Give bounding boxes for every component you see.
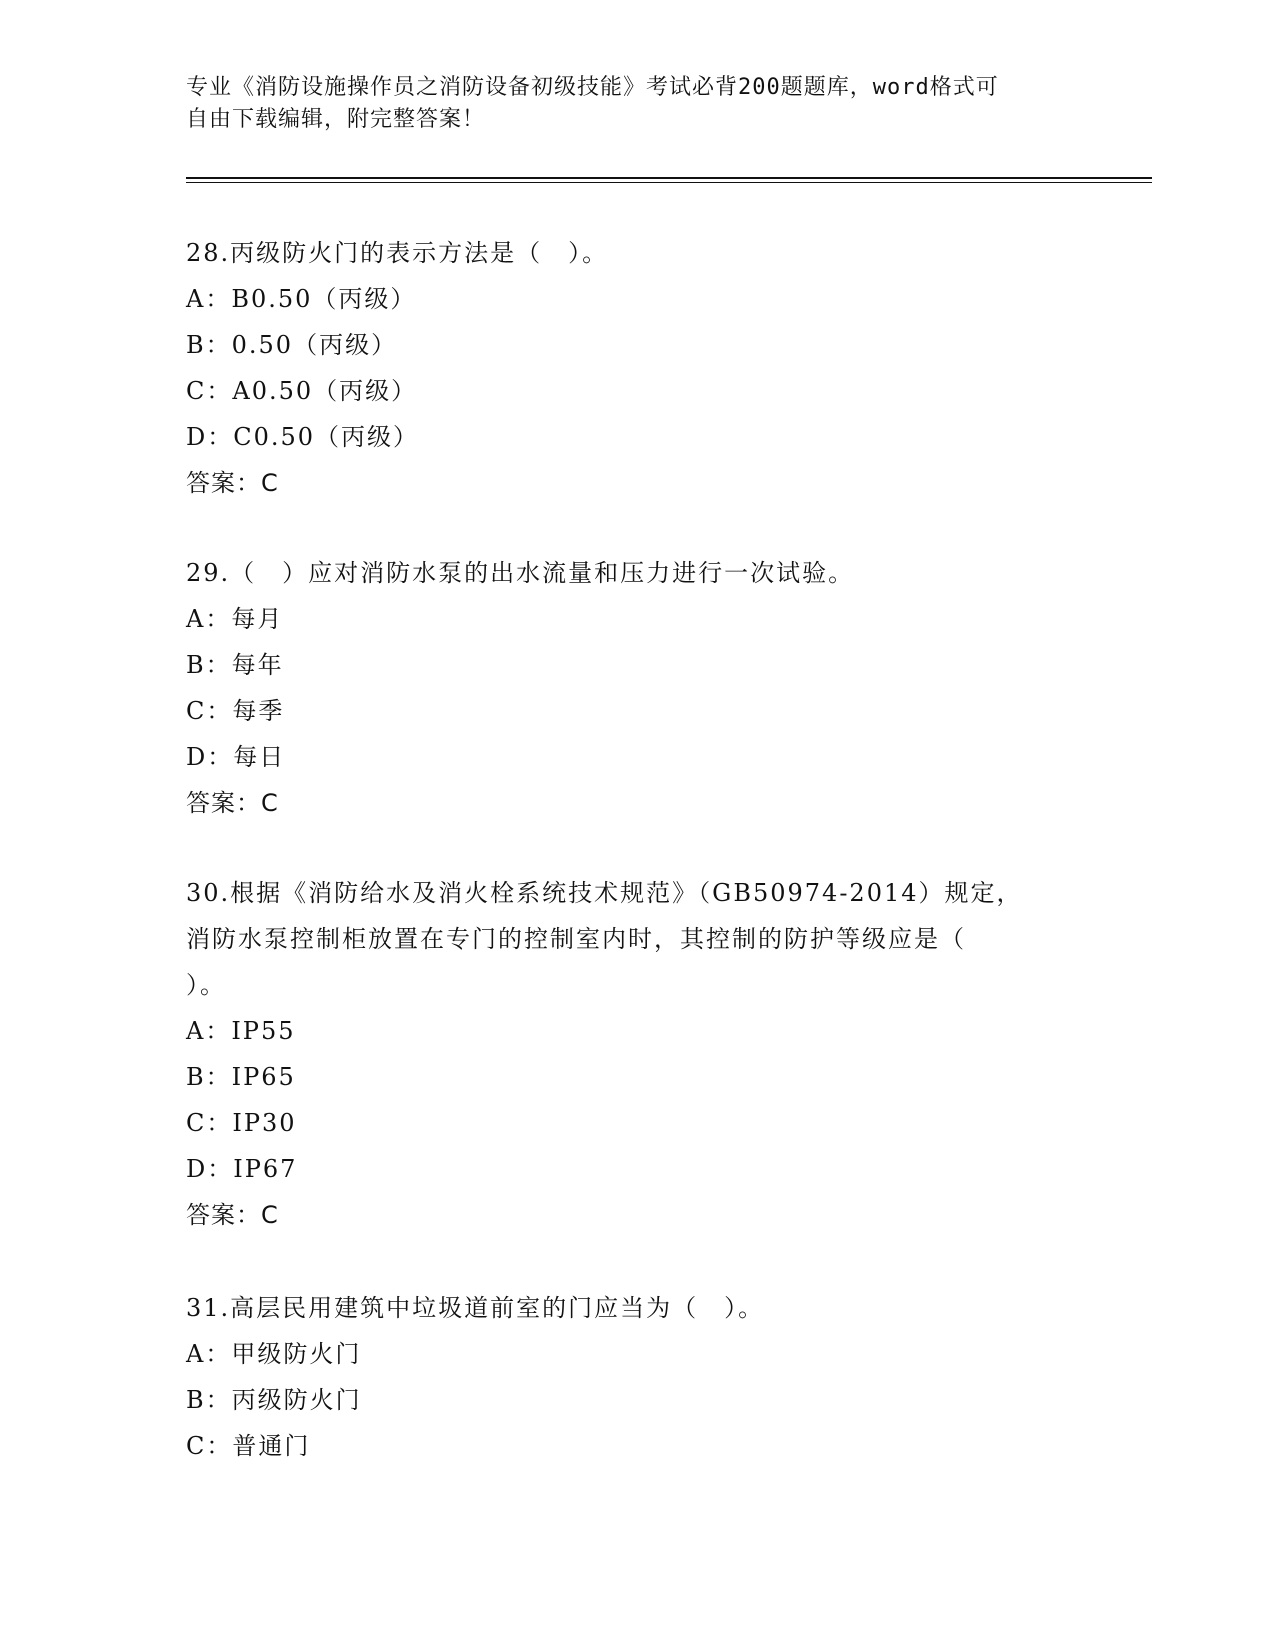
header-divider-thin (186, 182, 1152, 183)
option-a: A：甲级防火门 (186, 1340, 362, 1368)
option-b: B：每年 (186, 651, 284, 679)
option-c: C：普通门 (186, 1432, 311, 1460)
question-stem: 30.根据《消防给水及消火栓系统技术规范》（GB50974-2014）规定， (186, 879, 1023, 907)
option-d: D：C0.50（丙级） (186, 423, 420, 451)
answer-text: 答案：C (186, 1201, 279, 1229)
option-a: A：B0.50（丙级） (186, 285, 417, 313)
question-stem: 29.（ ）应对消防水泵的出水流量和压力进行一次试验。 (186, 559, 855, 587)
question-block (186, 230, 1086, 506)
option-d: D：每日 (186, 743, 286, 771)
question-stem-continued: 消防水泵控制柜放置在专门的控制室内时，其控制的防护等级应是（ (186, 925, 966, 953)
answer-text: 答案：C (186, 789, 279, 817)
question-block (186, 870, 1086, 1238)
option-a: A：每月 (186, 605, 284, 633)
question-stem: 31.高层民用建筑中垃圾道前室的门应当为（ ）。 (186, 1294, 765, 1322)
option-b: B：0.50（丙级） (186, 331, 398, 359)
question-stem-continued: ）。 (186, 971, 226, 999)
option-c: C：IP30 (186, 1109, 297, 1137)
option-b: B：IP65 (186, 1063, 296, 1091)
option-c: C：每季 (186, 697, 285, 725)
option-b: B：丙级防火门 (186, 1386, 362, 1414)
option-c: C：A0.50（丙级） (186, 377, 418, 405)
question-block (186, 1285, 1086, 1469)
header-line-1: 专业《消防设施操作员之消防设备初级技能》考试必背200题题库，word格式可 (186, 75, 999, 100)
document-header (186, 72, 1066, 136)
option-a: A：IP55 (186, 1017, 296, 1045)
answer-text: 答案：C (186, 469, 279, 497)
question-stem: 28.丙级防火门的表示方法是（ ）。 (186, 239, 609, 267)
option-d: D：IP67 (186, 1155, 298, 1183)
header-divider-thick (186, 177, 1152, 179)
header-line-2: 自由下载编辑，附完整答案！ (186, 107, 486, 132)
question-block (186, 550, 1086, 826)
